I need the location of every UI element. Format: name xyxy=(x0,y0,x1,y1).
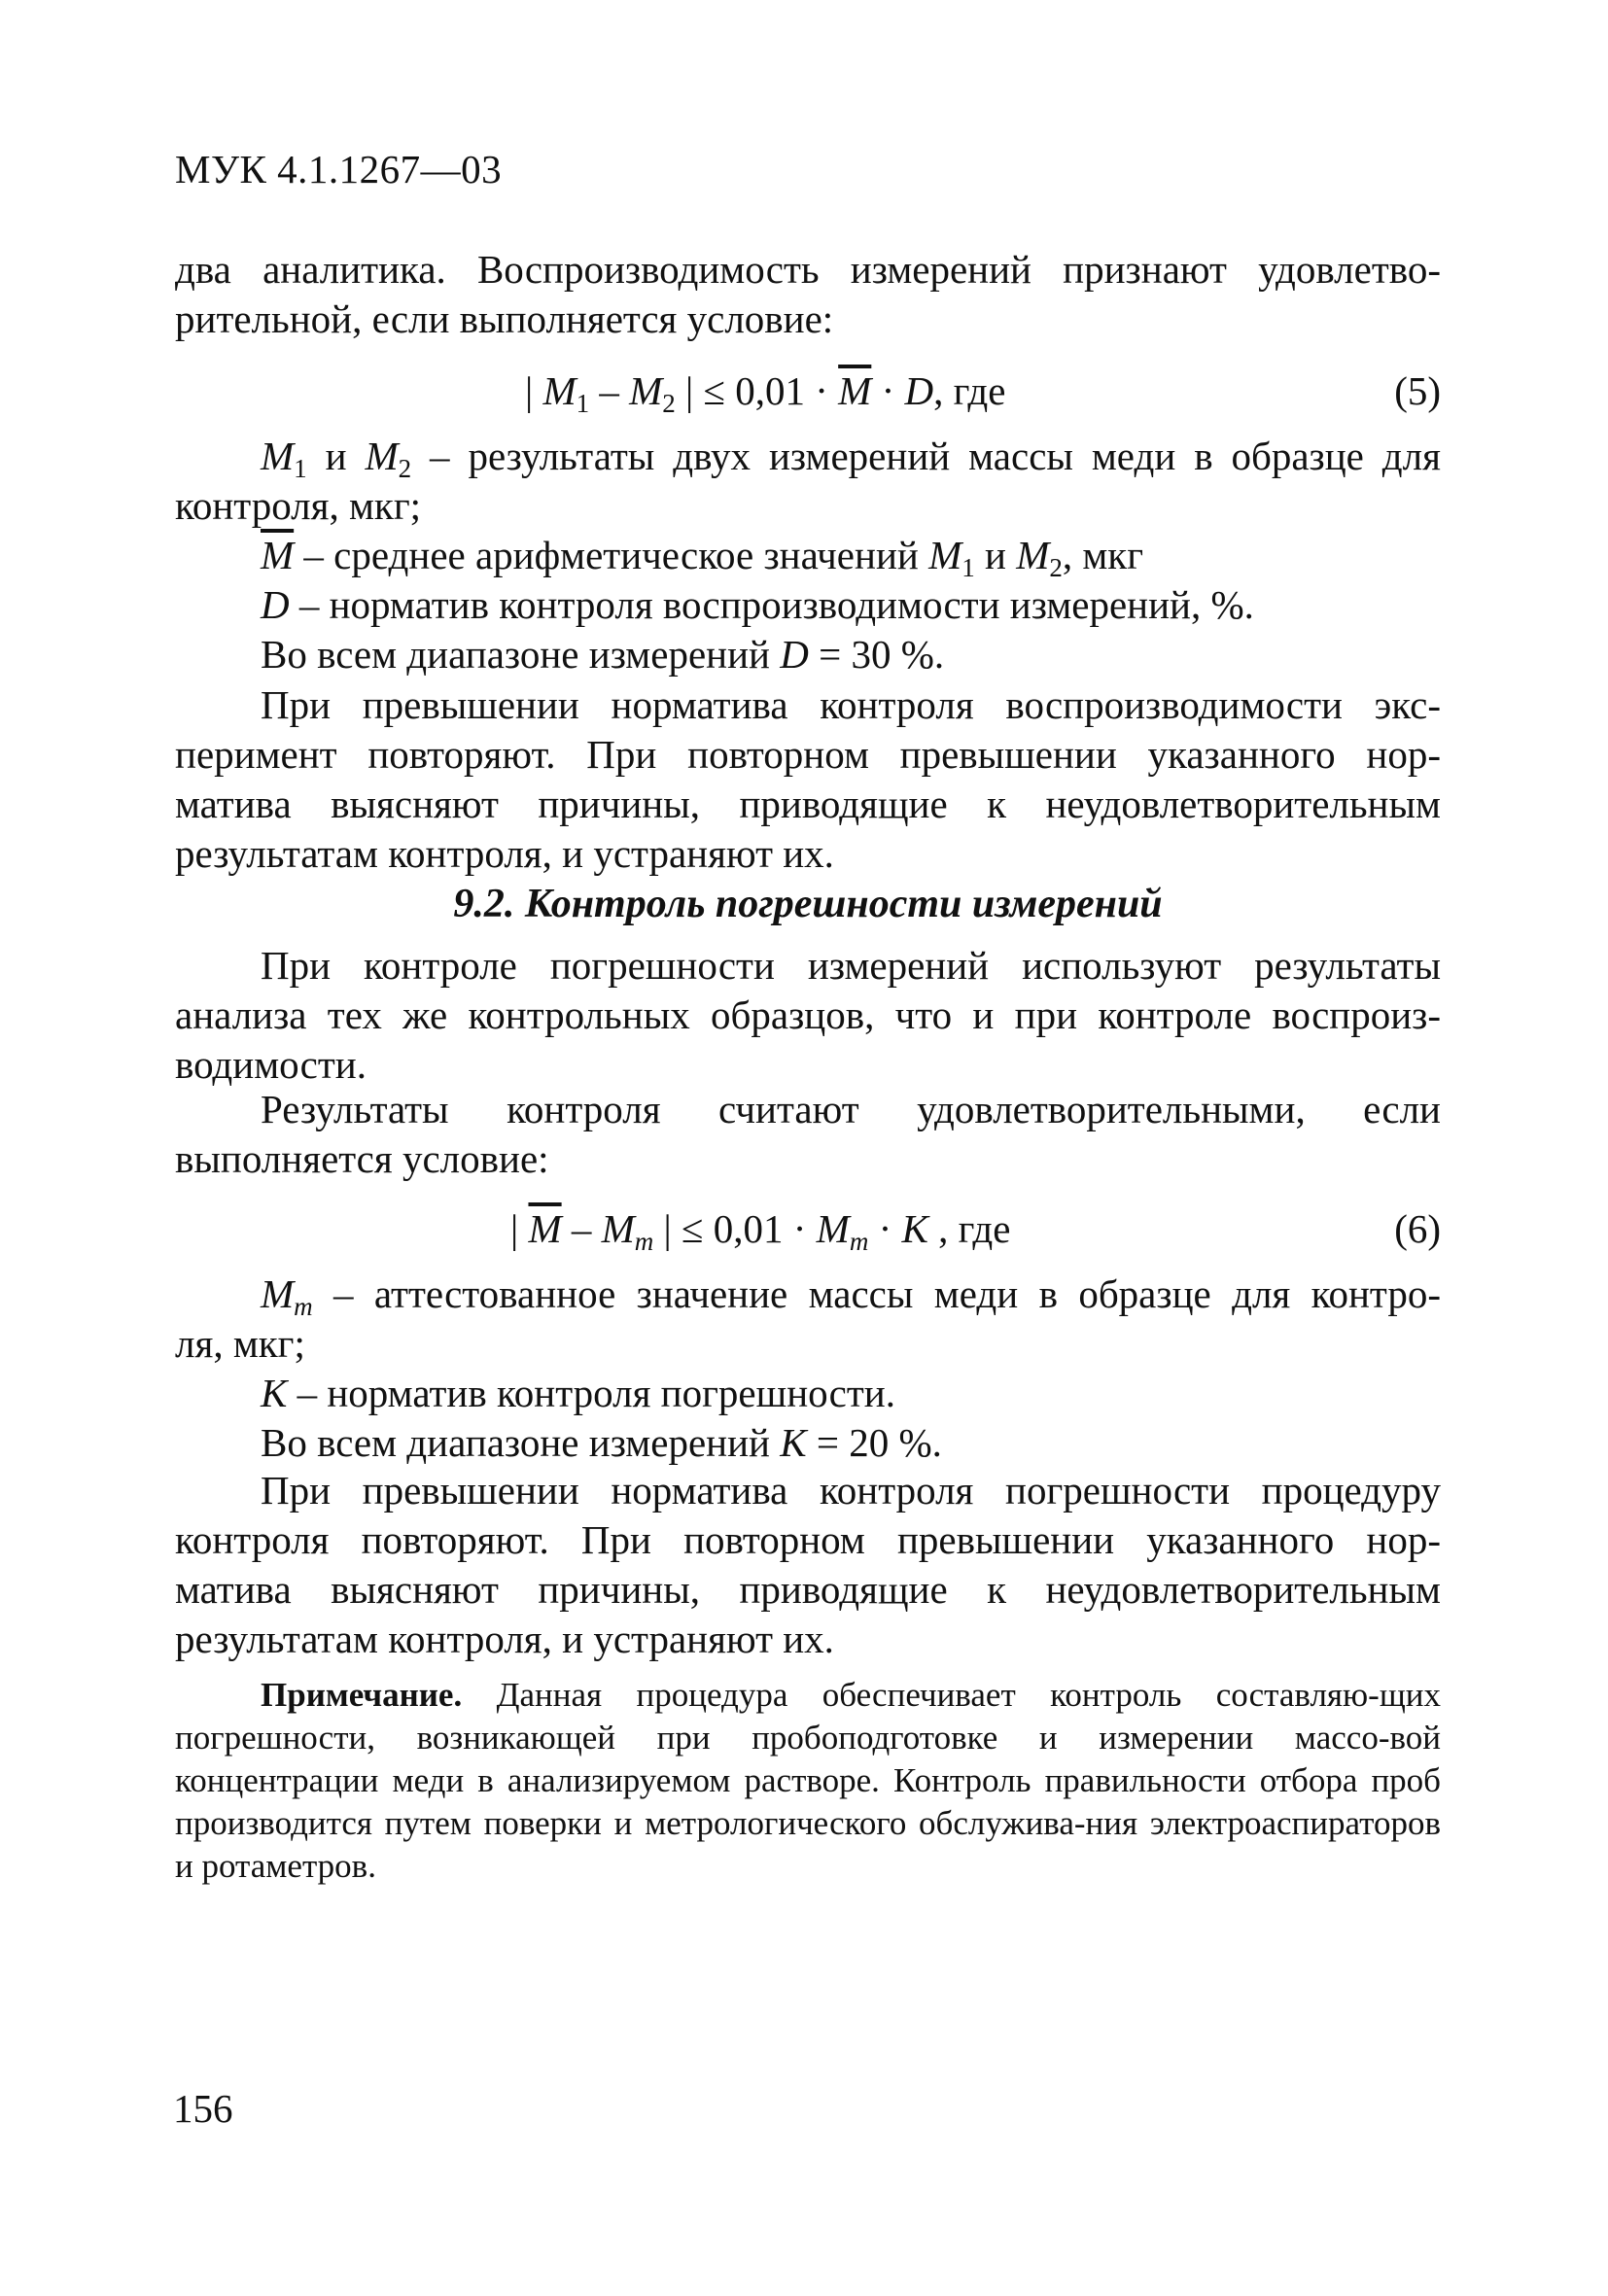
definition-line: контроля, мкг; xyxy=(175,483,422,528)
formula-variable: D xyxy=(904,368,934,413)
definition-text: Во всем диапазоне измерений xyxy=(261,1420,781,1465)
text-line: анализа тех же контрольных образцов, что и при контроле воспроиз- xyxy=(175,992,1441,1037)
definition-text: , мкг xyxy=(1062,533,1144,577)
text-line: результатам контроля, и устраняют их. xyxy=(175,831,834,876)
text-line: результатам контроля, и устраняют их. xyxy=(175,1617,834,1661)
definition-text: и xyxy=(306,434,366,478)
definition-text: – аттестованное значение массы меди в образце для контро- xyxy=(312,1271,1441,1316)
text-line: рительной, если выполняется условие: xyxy=(175,296,834,341)
formula-5 xyxy=(175,367,1441,418)
formula-variable: M xyxy=(542,368,577,413)
formula-variable: M xyxy=(601,1206,635,1251)
control-paragraph xyxy=(175,941,1441,1090)
definition-line xyxy=(175,1369,1441,1418)
intro-paragraph xyxy=(175,245,1441,344)
formula-5-definitions xyxy=(175,432,1441,679)
formula-variable: M xyxy=(261,1271,295,1316)
text-line: выполняется условие: xyxy=(175,1136,549,1181)
text-line: два аналитика. Воспроизводимость измерений признают удовлетво- xyxy=(175,247,1441,292)
formula-symbol: – xyxy=(589,368,630,413)
formula-subscript: m xyxy=(634,1227,654,1256)
results-paragraph xyxy=(175,1085,1441,1184)
formula-symbol: – xyxy=(561,1206,602,1251)
text-line: При превышении норматива контроля воспроизводимости экс- xyxy=(261,682,1441,727)
formula-variable: M xyxy=(928,533,962,577)
text-line: матива выясняют причины, приводящие к неудовлетворительным xyxy=(175,782,1441,826)
formula-variable: M xyxy=(365,434,399,478)
formula-symbol: | ≤ 0,01 · xyxy=(675,368,839,413)
exceed-paragraph-1 xyxy=(175,680,1441,879)
note-paragraph xyxy=(175,1674,1441,1888)
definition-text: – норматив контроля погрешности. xyxy=(287,1371,895,1415)
text-line: При превышении норматива контроля погрешности процедуру xyxy=(261,1468,1441,1513)
definition-text: – результаты двух измерений массы меди в образце для xyxy=(411,434,1441,478)
section-heading: 9.2. Контроль погрешности измерений xyxy=(453,882,1163,926)
formula-variable: M xyxy=(629,368,663,413)
formula-variable: D xyxy=(261,582,290,627)
formula-subscript: 1 xyxy=(961,553,975,582)
definition-text: Во всем диапазоне измерений xyxy=(261,632,781,677)
definition-line xyxy=(175,1418,1441,1468)
definition-text: = 30 %. xyxy=(808,632,945,677)
formula-variable: K xyxy=(780,1420,807,1465)
definition-line xyxy=(175,432,1441,481)
text-line: При контроле погрешности измерений используют результаты xyxy=(261,943,1441,988)
formula-variable-mean: $\overline{M}$ xyxy=(838,368,872,413)
definition-text: – среднее арифметическое значений xyxy=(294,533,929,577)
definition-text: – норматив контроля воспроизводимости измерений, %. xyxy=(289,582,1254,627)
exceed-paragraph-2 xyxy=(175,1466,1441,1664)
formula-subscript: m xyxy=(294,1292,313,1321)
formula-where: , где xyxy=(933,368,1006,413)
formula-subscript: 2 xyxy=(398,454,412,483)
formula-variable-mean: $\overline{M}$ xyxy=(261,533,295,577)
document-code-header: МУК 4.1.1267—03 xyxy=(175,147,503,191)
definition-line xyxy=(175,531,1441,580)
formula-symbol: | xyxy=(510,1206,529,1251)
formula-symbol: | xyxy=(525,368,543,413)
definition-text: = 20 %. xyxy=(806,1420,942,1465)
formula-6-number: (6) xyxy=(1394,1206,1441,1251)
formula-subscript: 1 xyxy=(294,454,307,483)
formula-subscript: m xyxy=(849,1227,869,1256)
formula-variable: M xyxy=(261,434,295,478)
formula-5-expression xyxy=(525,367,1006,418)
page-number: 156 xyxy=(173,2086,233,2131)
formula-6-definitions xyxy=(175,1270,1441,1468)
definition-line: ля, мкг; xyxy=(175,1321,305,1366)
formula-variable-mean: $\overline{M}$ xyxy=(528,1206,562,1251)
formula-variable: K xyxy=(261,1371,288,1415)
formula-variable: K xyxy=(901,1206,928,1251)
text-line: Результаты контроля считают удовлетворительными, если xyxy=(261,1087,1441,1131)
formula-where: , где xyxy=(927,1206,1011,1251)
formula-symbol: · xyxy=(868,1206,902,1251)
note-text: Данная процедура обеспечивает контроль составляю-щих погрешности, возникающей при пробоподготовке и измерении массо-вой концентрации меди в анализируемом растворе. Контроль правильности отбора проб производится путем поверки и метрологического обслужива-ния электроаспираторов и ротаметров. xyxy=(175,1676,1441,1885)
formula-variable: D xyxy=(780,632,809,677)
text-line: водимости. xyxy=(175,1042,367,1087)
formula-symbol: | ≤ 0,01 · xyxy=(653,1206,817,1251)
formula-6-expression xyxy=(510,1205,1011,1256)
text-line: перимент повторяют. При повторном превышении указанного нор- xyxy=(175,732,1441,777)
text-line: контроля повторяют. При повторном превышении указанного нор- xyxy=(175,1517,1441,1562)
text-line: матива выясняют причины, приводящие к неудовлетворительным xyxy=(175,1567,1441,1612)
formula-variable: M xyxy=(1016,533,1050,577)
formula-subscript: 2 xyxy=(662,389,676,418)
definition-line xyxy=(175,630,1441,679)
formula-subscript: 1 xyxy=(576,389,590,418)
definition-text: и xyxy=(974,533,1017,577)
formula-variable: M xyxy=(816,1206,850,1251)
formula-5-number: (5) xyxy=(1394,368,1441,413)
note-label: Примечание. xyxy=(261,1676,463,1714)
formula-symbol: · xyxy=(871,368,905,413)
formula-subscript: 2 xyxy=(1049,553,1063,582)
formula-6 xyxy=(175,1205,1441,1256)
definition-line xyxy=(175,1270,1441,1319)
definition-line xyxy=(175,580,1441,630)
